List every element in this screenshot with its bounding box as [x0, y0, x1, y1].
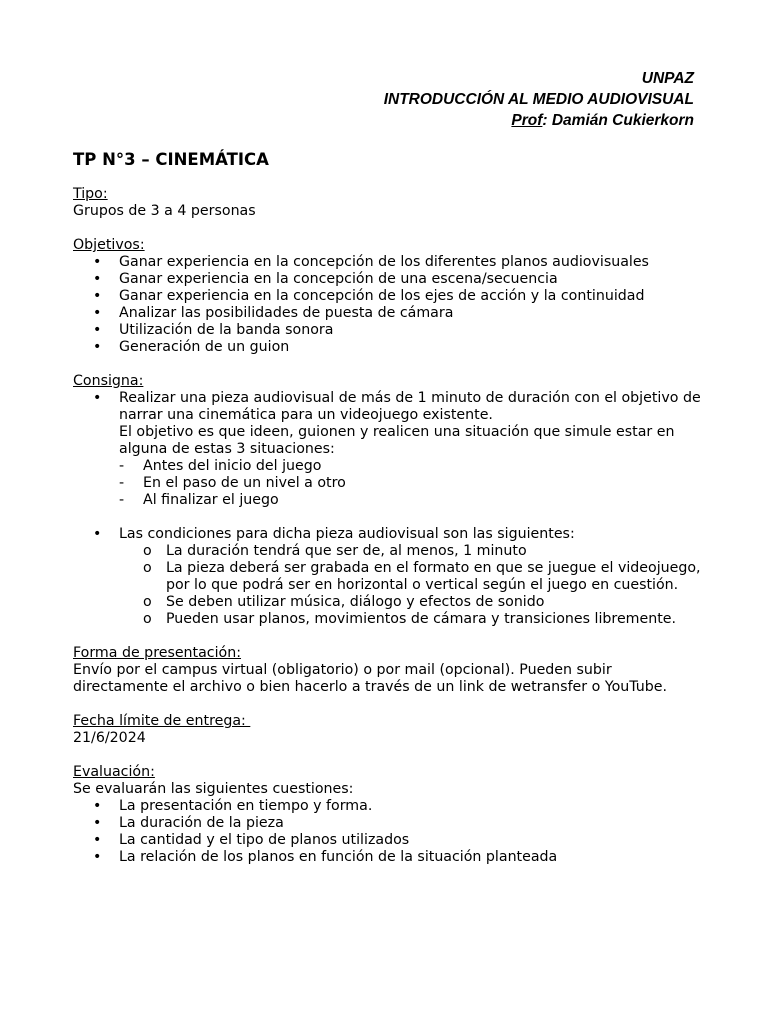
forma-label: Forma de presentación:	[73, 645, 242, 661]
list-item: o La duración tendrá que ser de, al menos, 1 minuto	[143, 543, 527, 559]
situaciones-list	[73, 458, 703, 509]
list-item: o Pueden usar planos, movimientos de cámara y transiciones libremente.	[143, 611, 677, 627]
list-item: • Utilización de la banda sonora	[93, 322, 334, 338]
header-professor	[384, 110, 694, 131]
list-item: - En el paso de un nivel a otro	[119, 475, 346, 491]
page-title: TP N°3 – CINEMÁTICA	[73, 150, 269, 169]
header-institution: UNPAZ	[641, 70, 694, 87]
consigna-continuation: El objetivo es que ideen, guionen y realicen una situación que simule estar en alguna de estas 3 situaciones:	[119, 424, 675, 457]
tipo-text: Grupos de 3 a 4 personas	[73, 203, 256, 219]
list-item: o La pieza deberá ser grabada en el formato en que se juegue el videojuego, por lo que podrá ser en horizontal o vertical según el juego en cuestión.	[143, 560, 701, 593]
header-course: INTRODUCCIÓN AL MEDIO AUDIOVISUAL	[383, 91, 694, 108]
list-item: - Antes del inicio del juego	[119, 458, 322, 474]
list-item: • Ganar experiencia en la concepción de una escena/secuencia	[93, 271, 558, 287]
list-item: • Analizar las posibilidades de puesta de cámara	[93, 305, 454, 321]
list-item: - Al finalizar el juego	[119, 492, 279, 508]
professor-label: Prof	[511, 112, 543, 129]
list-item: • La relación de los planos en función de la situación planteada	[93, 849, 558, 865]
section-objetivos	[73, 237, 703, 356]
section-tipo	[73, 186, 703, 220]
fecha-text: 21/6/2024	[73, 730, 146, 746]
consigna-list	[73, 390, 703, 424]
list-item: • Realizar una pieza audiovisual de más de 1 minuto de duración con el objetivo de narrar una cinemática para un videojuego existente.	[93, 390, 701, 423]
consigna-list-2	[73, 526, 703, 543]
forma-text: Envío por el campus virtual (obligatorio) o por mail (opcional). Pueden subir directamente el archivo o bien hacerlo a través de un link de wetransfer o YouTube.	[73, 662, 668, 695]
list-item: • La duración de la pieza	[93, 815, 284, 831]
objetivos-label: Objetivos:	[73, 237, 145, 253]
list-item: • Ganar experiencia en la concepción de los diferentes planos audiovisuales	[93, 254, 649, 270]
evaluacion-list	[73, 798, 703, 866]
consigna-label: Consigna:	[73, 373, 144, 389]
tipo-label: Tipo:	[73, 186, 108, 202]
section-fecha	[73, 713, 703, 747]
fecha-label: Fecha límite de entrega:	[73, 713, 251, 729]
document-body	[73, 150, 703, 866]
evaluacion-intro: Se evaluarán las siguientes cuestiones:	[73, 781, 354, 797]
fecha-label-row	[73, 713, 703, 730]
professor-name: : Damián Cukierkorn	[542, 112, 694, 129]
list-item: • Ganar experiencia en la concepción de los ejes de acción y la continuidad	[93, 288, 645, 304]
list-item: • La presentación en tiempo y forma.	[93, 798, 373, 814]
document-header	[384, 68, 694, 131]
condiciones-list	[73, 543, 703, 628]
section-consigna	[73, 373, 703, 628]
list-item: o Se deben utilizar música, diálogo y efectos de sonido	[143, 594, 545, 610]
objetivos-list	[73, 254, 703, 356]
section-forma	[73, 645, 703, 696]
list-item: • La cantidad y el tipo de planos utilizados	[93, 832, 410, 848]
evaluacion-label: Evaluación:	[73, 764, 155, 780]
list-item: • Generación de un guion	[93, 339, 290, 355]
list-item: • Las condiciones para dicha pieza audiovisual son las siguientes:	[93, 526, 575, 542]
section-evaluacion	[73, 764, 703, 866]
